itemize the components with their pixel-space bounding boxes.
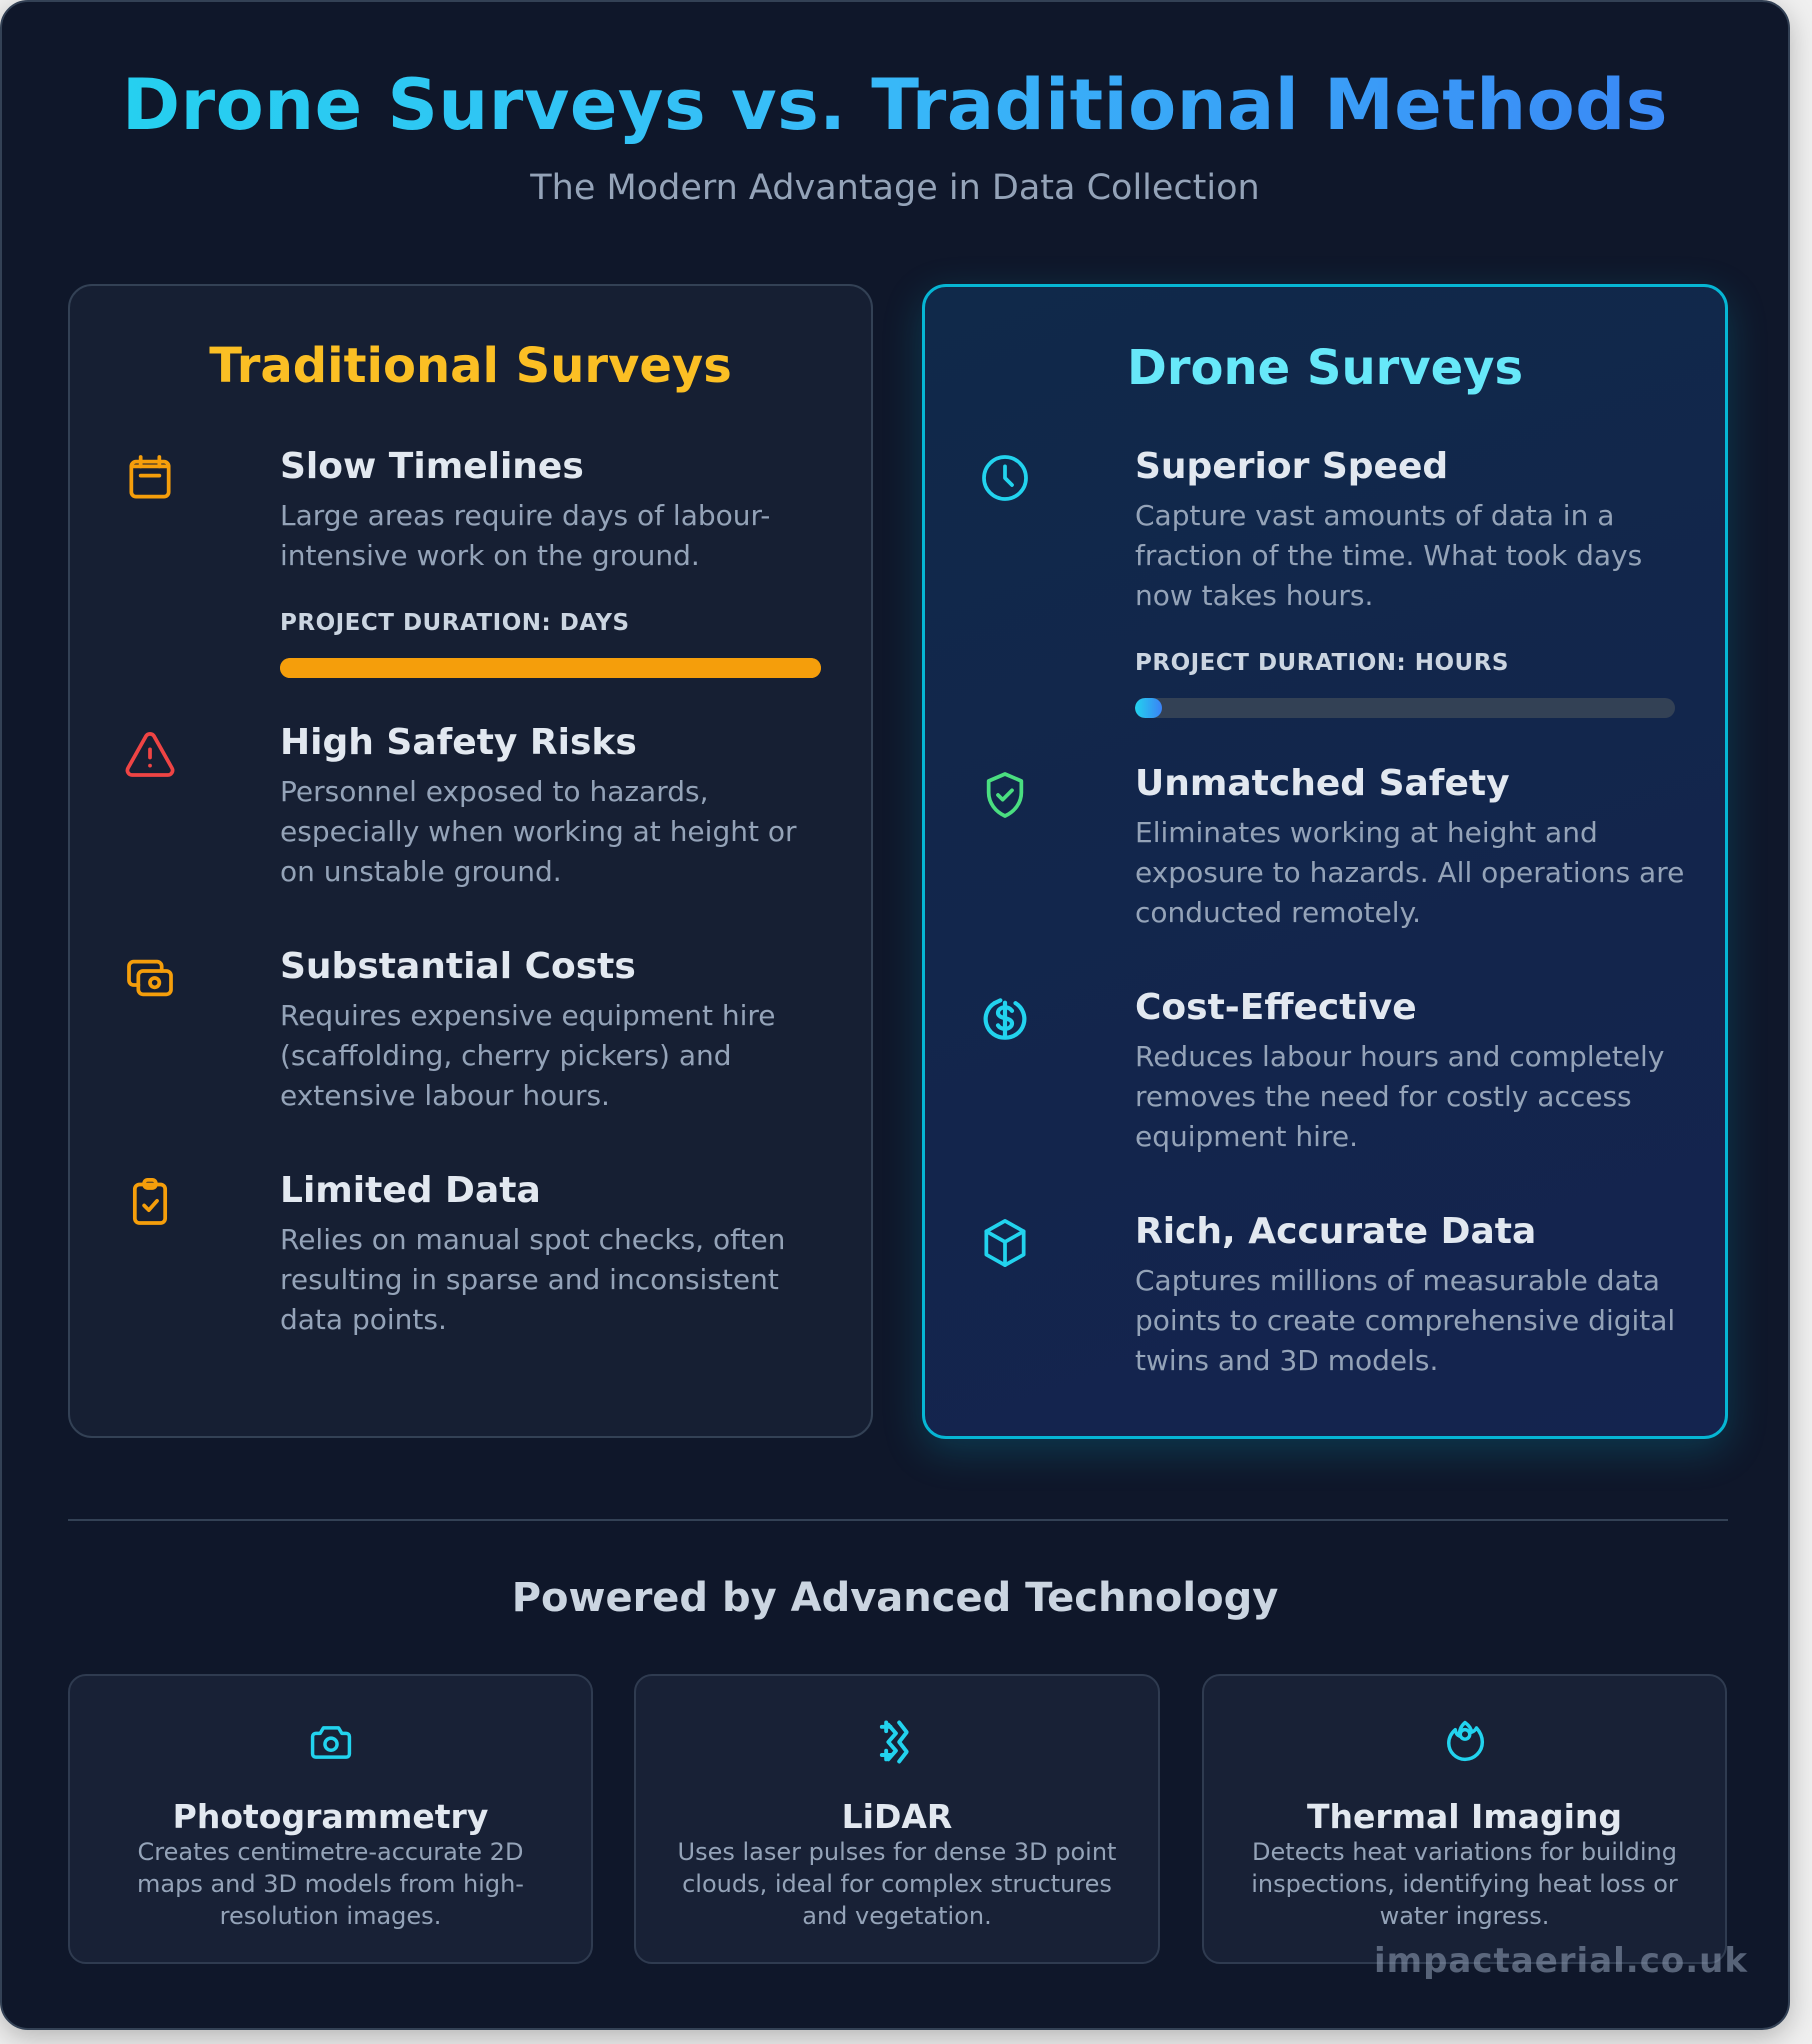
- feature-high-safety-risks: [122, 720, 831, 892]
- clock-icon: [977, 450, 1033, 506]
- page-title: Drone Surveys vs. Traditional Methods: [2, 60, 1788, 150]
- laser-pulse-icon: [871, 1716, 923, 1768]
- tech-card-photogrammetry: [68, 1674, 593, 1964]
- warning-triangle-icon: [122, 726, 178, 782]
- feature-rich-accurate-data: [977, 1209, 1685, 1381]
- feature-description: Large areas require days of labour-intensive work on the ground.: [280, 499, 771, 572]
- feature-slow-timelines: [122, 444, 831, 678]
- page-subtitle: The Modern Advantage in Data Collection: [530, 168, 1260, 208]
- tech-card-thermal-imaging: [1202, 1674, 1727, 1964]
- feature-title: Cost-Effective: [1135, 987, 1417, 1028]
- feature-description: Requires expensive equipment hire (scaffolding, cherry pickers) and extensive labour hours.: [280, 999, 776, 1112]
- dollar-cycle-icon: [977, 991, 1033, 1047]
- feature-title: High Safety Risks: [280, 722, 637, 763]
- feature-title: Superior Speed: [1135, 446, 1449, 487]
- duration-bar-fill: [280, 658, 821, 678]
- feature-superior-speed: [977, 444, 1685, 718]
- section-divider: [68, 1519, 1728, 1521]
- flame-icon: [1439, 1716, 1491, 1768]
- feature-title: Unmatched Safety: [1135, 763, 1510, 804]
- shield-check-icon: [977, 767, 1033, 823]
- cube-icon: [977, 1215, 1033, 1271]
- duration-bar-fill: [1135, 698, 1162, 718]
- drone-card-title: Drone Surveys: [1126, 340, 1524, 396]
- feature-description: Captures millions of measurable data points to create comprehensive digital twins and 3D models.: [1135, 1264, 1676, 1377]
- tech-card-lidar: [634, 1674, 1160, 1964]
- drone-surveys-card: [922, 284, 1728, 1439]
- feature-description: Capture vast amounts of data in a fraction of the time. What took days now takes hours.: [1135, 499, 1643, 612]
- traditional-surveys-card: [68, 284, 873, 1438]
- camera-icon: [305, 1716, 357, 1768]
- duration-bar-hours: [1135, 698, 1675, 718]
- feature-cost-effective: [977, 985, 1685, 1157]
- tech-description: Uses laser pulses for dense 3D point clouds, ideal for complex structures and vegetation.: [677, 1838, 1117, 1930]
- calendar-icon: [122, 450, 178, 506]
- feature-title: Rich, Accurate Data: [1135, 1211, 1537, 1252]
- tech-title: Thermal Imaging: [1306, 1797, 1623, 1836]
- duration-label: PROJECT DURATION: HOURS: [1135, 650, 1509, 676]
- feature-title: Substantial Costs: [280, 946, 636, 987]
- feature-substantial-costs: [122, 944, 831, 1116]
- technology-heading: Powered by Advanced Technology: [511, 1575, 1279, 1621]
- feature-description: Personnel exposed to hazards, especially when working at height or on unstable ground.: [280, 775, 797, 888]
- feature-description: Reduces labour hours and completely removes the need for costly access equipment hire.: [1135, 1040, 1665, 1153]
- feature-unmatched-safety: [977, 761, 1685, 933]
- tech-title: Photogrammetry: [172, 1797, 489, 1836]
- feature-title: Slow Timelines: [280, 446, 584, 487]
- traditional-card-title: Traditional Surveys: [209, 338, 732, 394]
- clipboard-check-icon: [122, 1174, 178, 1230]
- tech-description: Creates centimetre-accurate 2D maps and 3D models from high-resolution images.: [137, 1838, 524, 1930]
- feature-description: Eliminates working at height and exposure to hazards. All operations are conducted remotely.: [1135, 816, 1685, 929]
- tech-description: Detects heat variations for building inspections, identifying heat loss or water ingress.: [1251, 1838, 1678, 1930]
- cash-icon: [122, 950, 178, 1006]
- duration-bar-days: [280, 658, 821, 678]
- feature-description: Relies on manual spot checks, often resulting in sparse and inconsistent data points.: [280, 1223, 786, 1336]
- feature-limited-data: [122, 1168, 831, 1340]
- duration-label: PROJECT DURATION: DAYS: [280, 610, 630, 636]
- tech-title: LiDAR: [841, 1797, 953, 1836]
- feature-title: Limited Data: [280, 1170, 541, 1211]
- watermark: impactaerial.co.uk: [1374, 1941, 1748, 1981]
